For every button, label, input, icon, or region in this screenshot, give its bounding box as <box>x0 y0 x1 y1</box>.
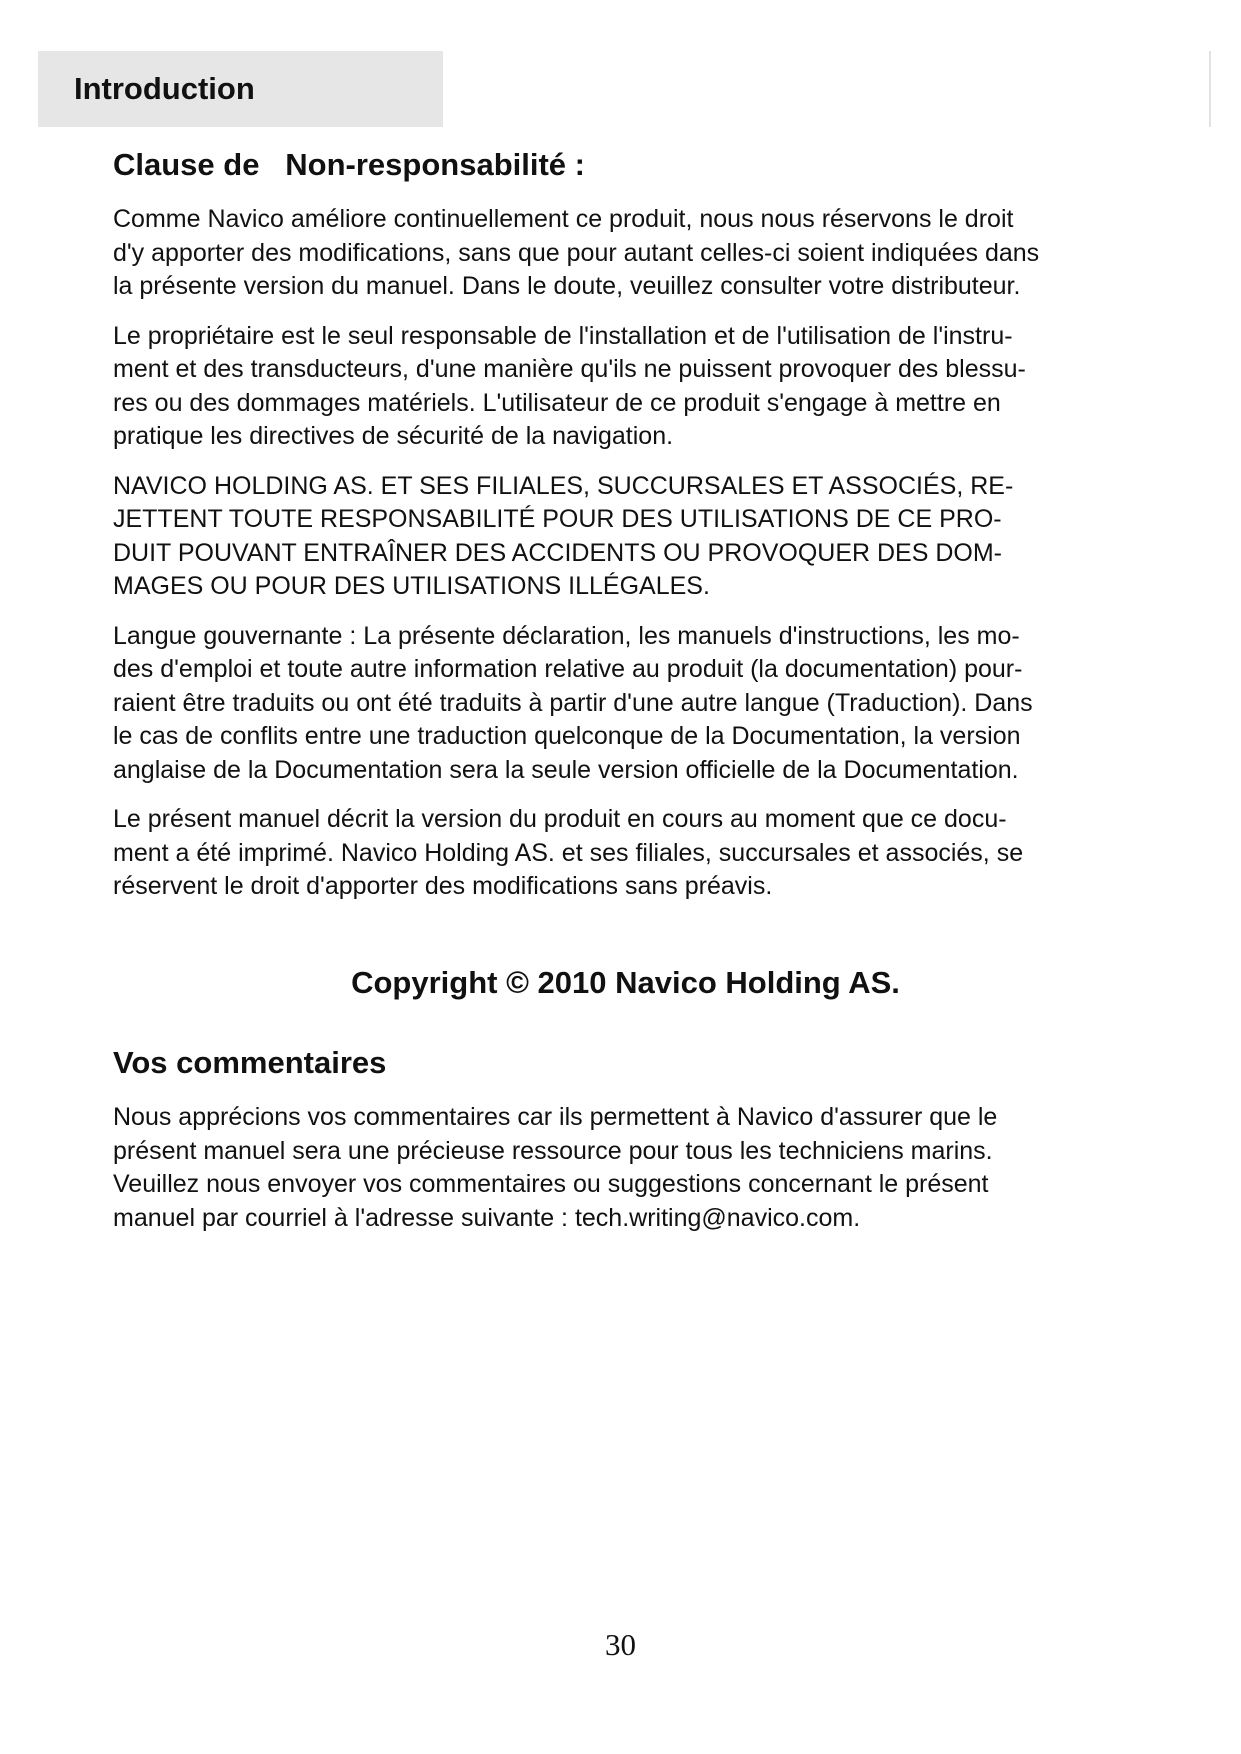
text-line: res ou des dommages matériels. L'utilisateur de ce produit s'engage à mettre en <box>113 388 1001 417</box>
page-number: 30 <box>605 1627 636 1662</box>
disclaimer-paragraph-4 <box>113 620 1163 788</box>
feedback-heading: Vos commentaires <box>113 1045 387 1080</box>
text-line: Le propriétaire est le seul responsable de l'installation et de l'utilisation de l'instru- <box>113 321 1013 350</box>
section-tab <box>38 51 443 127</box>
text-line: manuel par courriel à l'adresse suivante : tech.writing@navico.com. <box>113 1203 861 1232</box>
disclaimer-heading: Clause de Non-responsabilité : <box>113 147 585 182</box>
text-line: la présente version du manuel. Dans le doute, veuillez consulter votre distributeur. <box>113 272 1021 300</box>
text-line: Veuillez nous envoyer vos commentaires ou suggestions concernant le présent <box>113 1170 989 1198</box>
disclaimer-paragraph-2 <box>113 320 1163 454</box>
text-line: des d'emploi et toute autre information relative au produit (la documentation) pour- <box>113 655 1023 683</box>
text-line: Nous apprécions vos commentaires car ils permettent à Navico d'assurer que le <box>113 1103 998 1131</box>
text-line: ment et des transducteurs, d'une manière qu'ils ne puissent provoquer des blessu- <box>113 355 1026 383</box>
text-line: réservent le droit d'apporter des modifications sans préavis. <box>113 872 773 900</box>
feedback-paragraph <box>113 1101 1163 1235</box>
disclaimer-paragraph-5 <box>113 803 1163 904</box>
margin-rule <box>1209 51 1211 127</box>
copyright-notice: Copyright © 2010 Navico Holding AS. <box>351 965 900 1000</box>
text-line: ment a été imprimé. Navico Holding AS. et ses filiales, succursales et associés, se <box>113 838 1024 867</box>
text-line: raient être traduits ou ont été traduits à partir d'une autre langue (Traduction). Dans <box>113 688 1033 717</box>
feedback-section <box>113 1043 1163 1251</box>
text-line: NAVICO HOLDING AS. ET SES FILIALES, SUCCURSALES ET ASSOCIÉS, RE- <box>113 471 1014 500</box>
text-line: le cas de conflits entre une traduction quelconque de la Documentation, la version <box>113 722 1021 750</box>
text-line: DUIT POUVANT ENTRAÎNER DES ACCIDENTS OU PROVOQUER DES DOM- <box>113 538 1003 567</box>
text-line: d'y apporter des modifications, sans que pour autant celles-ci soient indiquées dans <box>113 238 1040 267</box>
text-line: Langue gouvernante : La présente déclaration, les manuels d'instructions, les mo- <box>113 621 1020 650</box>
text-line: pratique les directives de sécurité de la navigation. <box>113 422 674 450</box>
text-line: anglaise de la Documentation sera la seule version officielle de la Documentation. <box>113 755 1019 784</box>
text-line: MAGES OU POUR DES UTILISATIONS ILLÉGALES. <box>113 572 710 600</box>
text-line: présent manuel sera une précieuse ressource pour tous les techniciens marins. <box>113 1136 993 1165</box>
disclaimer-section <box>113 145 1163 920</box>
text-line: Comme Navico améliore continuellement ce produit, nous nous réservons le droit <box>113 205 1014 233</box>
text-line: Le présent manuel décrit la version du produit en cours au moment que ce docu- <box>113 805 1007 833</box>
disclaimer-paragraph-1 <box>113 203 1163 304</box>
disclaimer-paragraph-3 <box>113 470 1163 604</box>
text-line: JETTENT TOUTE RESPONSABILITÉ POUR DES UTILISATIONS DE CE PRO- <box>113 505 1002 533</box>
section-title: Introduction <box>74 71 255 106</box>
